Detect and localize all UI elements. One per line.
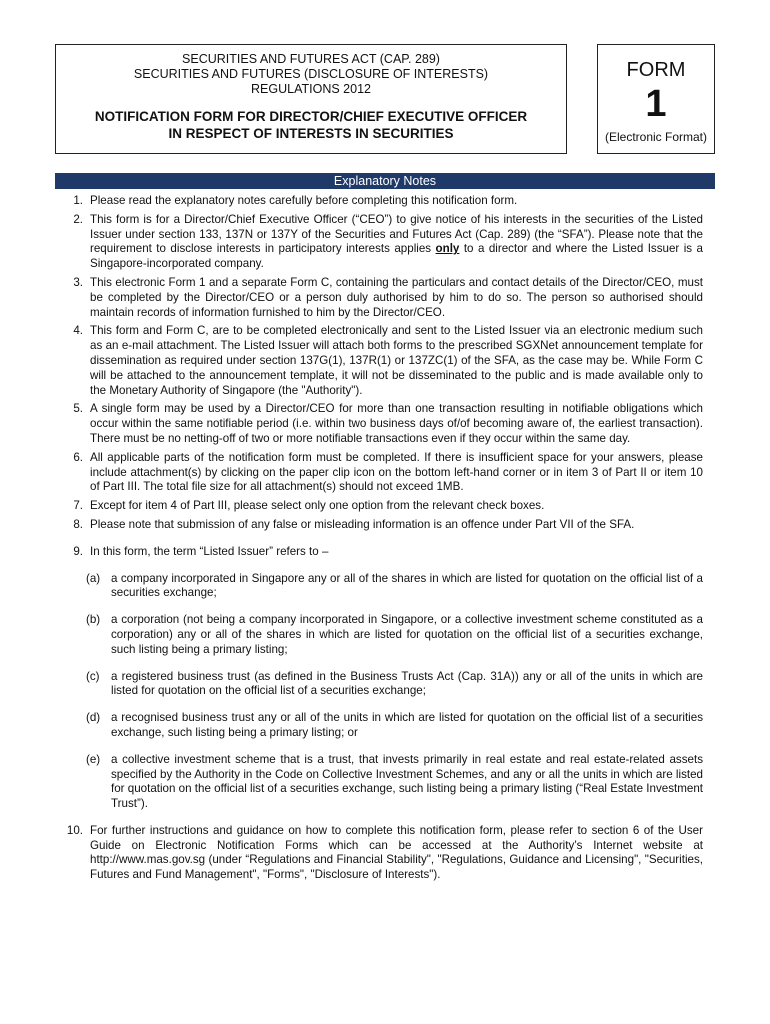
- sub-text: a collective investment scheme that is a trust, that invests primarily in real estate and real estate-related assets specified by the Authority in the Code on Collective Investment Schemes, and any or all the units in which are listed for quotation on the official list of a securities exchange, such listing being a primary listing (“Real Estate Investment Trust”).: [111, 752, 704, 811]
- note-1: [55, 194, 703, 209]
- sub-letter: (d): [86, 711, 101, 725]
- act-title: SECURITIES AND FUTURES ACT (CAP. 289): [182, 52, 440, 66]
- form-title-line1: NOTIFICATION FORM FOR DIRECTOR/CHIEF EXECUTIVE OFFICER: [94, 109, 528, 124]
- note-number: 3.: [73, 275, 83, 289]
- note-number: 9.: [73, 544, 83, 558]
- note-9b: [55, 613, 703, 657]
- form-title-line2: IN RESPECT OF INTERESTS IN SECURITIES: [168, 126, 454, 141]
- form-number: 1: [645, 83, 667, 125]
- note-number: 5.: [73, 402, 83, 416]
- note-10: [55, 824, 703, 883]
- note-text: For further instructions and guidance on how to complete this notification form, please refer to section 6 of the User Guide on Electronic Notification Forms which can be accessed at the Authority’s Internet website at http://www.mas.gov.sg (under “Regulations and Financial Stability", "Regulations, Guidance and Licensing", "Securities, Futures and Fund Management", "Forms", "Disclosure of Interests").: [90, 823, 703, 882]
- note-9c: [55, 670, 703, 700]
- note-number: 7.: [73, 499, 83, 513]
- note-6: [55, 451, 703, 495]
- regulation-header: [55, 44, 567, 154]
- note-number: 1.: [73, 194, 83, 207]
- note-emphasis: only: [435, 242, 460, 256]
- explanatory-notes-heading: Explanatory Notes: [55, 173, 715, 189]
- note-text: Except for item 4 of Part III, please select only one option from the relevant check boxes.: [90, 499, 545, 513]
- note-2: [55, 213, 703, 272]
- note-text: This form and Form C, are to be completed electronically and sent to the Listed Issuer via an electronic medium such as an e-mail attachment. The Listed Issuer will attach both forms to the prescribed SGXNet announcement template for dissemination as required under section 137G(1), 137R(1) or 137ZC(1) of the SFA, as the case may be. While Form C will be attached to the announcement template, it will not be disseminated to the public and is made available only to the Monetary Authority of Singapore (the "Authority").: [90, 324, 703, 397]
- note-text: All applicable parts of the notification form must be completed. If there is insufficient space for your answers, please include attachment(s) by clicking on the paper clip icon on the bottom left-hand corner or in item 3 of Part II or item 10 of Part III. The total file size for all attachment(s) should not exceed 1MB.: [90, 450, 703, 494]
- note-9d: [55, 711, 703, 741]
- note-text: A single form may be used by a Director/CEO for more than one transaction resulting in notifiable obligations which occur within the same notifiable period (i.e. within two business days of/of becoming aware of, the earliest transaction). There must be no netting-off of two or more notifiable transactions even if they occur within the same day.: [90, 402, 703, 445]
- form-label: FORM: [626, 59, 686, 81]
- sub-text: a corporation (not being a company incorporated in Singapore, or a collective investment scheme constituted as a corporation) any or all of the shares in which are listed for quotation on the official list of a securities exchange, such listing being a primary listing;: [111, 613, 703, 656]
- note-7: [55, 499, 703, 514]
- note-number: 8.: [73, 517, 83, 531]
- note-number: 10.: [66, 823, 83, 837]
- sub-letter: (e): [86, 752, 101, 766]
- note-text: This form is for a Director/Chief Executive Officer (“CEO”) to give notice of his interests in the securities of the Listed Issuer under section 133, 137N or 137Y of the Securities and Futures Act (Cap. 289) (the “SFA”). Please note that the requirement to disclose interests in participatory interests applies: [90, 212, 703, 256]
- note-8: [55, 518, 703, 533]
- explanatory-notes: [55, 194, 703, 887]
- regulations-year: REGULATIONS 2012: [251, 82, 371, 96]
- sub-letter: (b): [86, 613, 101, 627]
- sub-text: a registered business trust (as defined in the Business Trusts Act (Cap. 31A)) any or all of the units in which are listed for quotation on the official list of a securities exchange;: [111, 669, 703, 698]
- sub-letter: (c): [86, 669, 100, 683]
- note-text: to a director and where the Listed Issuer is a Singapore-incorporated company.: [90, 242, 704, 271]
- regulations-title: SECURITIES AND FUTURES (DISCLOSURE OF INTERESTS): [133, 67, 489, 81]
- form-format: (Electronic Format): [604, 130, 708, 144]
- form-number-box: [597, 44, 715, 154]
- sub-letter: (a): [86, 571, 101, 585]
- note-5: [55, 402, 703, 446]
- note-number: 2.: [73, 212, 83, 226]
- note-9: [55, 545, 703, 560]
- note-text: In this form, the term “Listed Issuer” refers to –: [90, 544, 329, 558]
- note-text: This electronic Form 1 and a separate Form C, containing the particulars and contact details of the Director/CEO, must be completed by the Director/CEO or a person duly authorised by him to do so. The person so authorised should maintain records of information furnished to him by the Director/CEO.: [90, 275, 703, 319]
- note-9a: [55, 572, 703, 602]
- note-3: [55, 276, 703, 320]
- note-number: 6.: [73, 450, 83, 464]
- note-text: Please note that submission of any false or misleading information is an offence under Part VII of the SFA.: [90, 517, 635, 531]
- sub-text: a company incorporated in Singapore any or all of the shares in which are listed for quotation on the official list of a securities exchange;: [111, 571, 703, 600]
- note-number: 4.: [73, 324, 83, 338]
- note-9e: [55, 753, 703, 812]
- sub-text: a recognised business trust any or all of the units in which are listed for quotation on the official list of a securities exchange, such listing being a primary listing; or: [111, 711, 703, 739]
- note-text: Please read the explanatory notes carefully before completing this notification form.: [90, 194, 518, 207]
- note-4: [55, 324, 703, 398]
